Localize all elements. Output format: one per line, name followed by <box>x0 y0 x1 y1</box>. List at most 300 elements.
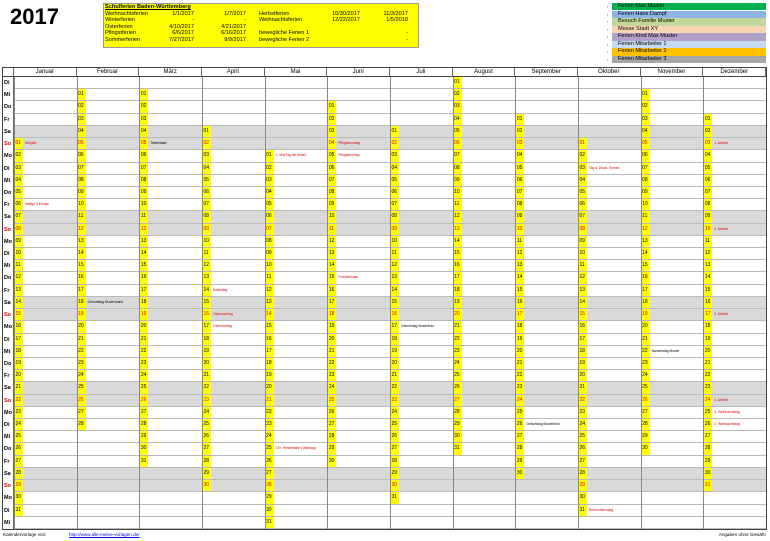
day-cell[interactable] <box>642 211 704 222</box>
day-cell[interactable] <box>579 346 641 357</box>
day-cell[interactable] <box>15 285 77 296</box>
day-cell[interactable] <box>704 431 766 442</box>
day-cell[interactable] <box>516 126 578 137</box>
day-cell[interactable] <box>266 248 328 259</box>
day-cell[interactable] <box>203 126 265 137</box>
day-cell[interactable] <box>266 272 328 283</box>
day-cell[interactable] <box>266 480 328 491</box>
day-cell[interactable] <box>328 211 390 222</box>
day-cell[interactable] <box>328 419 390 430</box>
day-cell[interactable] <box>78 175 140 186</box>
day-cell[interactable] <box>328 163 390 174</box>
day-cell[interactable] <box>328 431 390 442</box>
day-cell[interactable] <box>140 431 202 442</box>
day-cell[interactable] <box>140 395 202 406</box>
day-cell[interactable] <box>642 431 704 442</box>
day-cell[interactable] <box>328 175 390 186</box>
day-cell[interactable] <box>203 248 265 259</box>
day-cell[interactable] <box>454 346 516 357</box>
day-cell[interactable] <box>140 370 202 381</box>
day-cell[interactable] <box>328 114 390 125</box>
day-cell[interactable] <box>15 224 77 235</box>
day-cell[interactable] <box>15 297 77 308</box>
day-cell[interactable] <box>203 260 265 271</box>
day-cell[interactable] <box>704 224 766 235</box>
day-cell[interactable] <box>579 468 641 479</box>
day-cell[interactable] <box>516 456 578 467</box>
day-cell[interactable] <box>140 358 202 369</box>
day-cell[interactable] <box>328 101 390 112</box>
day-cell[interactable] <box>579 187 641 198</box>
day-cell[interactable] <box>391 138 453 149</box>
day-cell[interactable] <box>516 260 578 271</box>
day-cell[interactable] <box>15 260 77 271</box>
day-cell[interactable] <box>266 443 328 454</box>
day-cell[interactable] <box>579 419 641 430</box>
day-cell[interactable] <box>78 407 140 418</box>
day-cell[interactable] <box>579 309 641 320</box>
day-cell[interactable] <box>78 395 140 406</box>
day-cell[interactable] <box>266 163 328 174</box>
day-cell[interactable] <box>516 163 578 174</box>
day-cell[interactable] <box>454 211 516 222</box>
day-cell[interactable] <box>391 346 453 357</box>
day-cell[interactable] <box>454 89 516 100</box>
day-cell[interactable] <box>704 138 766 149</box>
day-cell[interactable] <box>642 309 704 320</box>
day-cell[interactable] <box>140 248 202 259</box>
day-cell[interactable] <box>78 285 140 296</box>
day-cell[interactable] <box>516 358 578 369</box>
day-cell[interactable] <box>454 297 516 308</box>
day-cell[interactable] <box>15 419 77 430</box>
day-cell[interactable] <box>704 407 766 418</box>
day-cell[interactable] <box>642 407 704 418</box>
day-cell[interactable] <box>203 272 265 283</box>
day-cell[interactable] <box>579 150 641 161</box>
day-cell[interactable] <box>203 297 265 308</box>
day-cell[interactable] <box>516 285 578 296</box>
day-cell[interactable] <box>704 248 766 259</box>
day-cell[interactable] <box>391 419 453 430</box>
day-cell[interactable] <box>454 101 516 112</box>
day-cell[interactable] <box>78 248 140 259</box>
day-cell[interactable] <box>15 163 77 174</box>
day-cell[interactable] <box>516 309 578 320</box>
day-cell[interactable] <box>78 114 140 125</box>
day-cell[interactable] <box>328 138 390 149</box>
day-cell[interactable] <box>203 163 265 174</box>
day-cell[interactable] <box>516 431 578 442</box>
day-cell[interactable] <box>15 468 77 479</box>
day-cell[interactable] <box>579 175 641 186</box>
day-cell[interactable] <box>704 346 766 357</box>
day-cell[interactable] <box>328 150 390 161</box>
day-cell[interactable] <box>642 126 704 137</box>
day-cell[interactable] <box>266 370 328 381</box>
day-cell[interactable] <box>203 309 265 320</box>
day-cell[interactable] <box>642 395 704 406</box>
day-cell[interactable] <box>391 407 453 418</box>
day-cell[interactable] <box>642 334 704 345</box>
day-cell[interactable] <box>15 175 77 186</box>
day-cell[interactable] <box>704 126 766 137</box>
day-cell[interactable] <box>203 224 265 235</box>
day-cell[interactable] <box>78 272 140 283</box>
day-cell[interactable] <box>328 297 390 308</box>
day-cell[interactable] <box>203 443 265 454</box>
day-cell[interactable] <box>579 260 641 271</box>
day-cell[interactable] <box>78 126 140 137</box>
day-cell[interactable] <box>391 334 453 345</box>
day-cell[interactable] <box>579 456 641 467</box>
day-cell[interactable] <box>78 334 140 345</box>
day-cell[interactable] <box>266 285 328 296</box>
day-cell[interactable] <box>328 456 390 467</box>
day-cell[interactable] <box>328 236 390 247</box>
day-cell[interactable] <box>15 407 77 418</box>
day-cell[interactable] <box>579 431 641 442</box>
day-cell[interactable] <box>203 395 265 406</box>
day-cell[interactable] <box>328 224 390 235</box>
day-cell[interactable] <box>78 224 140 235</box>
day-cell[interactable] <box>642 321 704 332</box>
day-cell[interactable] <box>391 358 453 369</box>
day-cell[interactable] <box>642 114 704 125</box>
day-cell[interactable] <box>454 77 516 88</box>
day-cell[interactable] <box>454 126 516 137</box>
day-cell[interactable] <box>140 236 202 247</box>
day-cell[interactable] <box>78 260 140 271</box>
day-cell[interactable] <box>140 199 202 210</box>
day-cell[interactable] <box>454 309 516 320</box>
day-cell[interactable] <box>642 150 704 161</box>
day-cell[interactable] <box>140 101 202 112</box>
day-cell[interactable] <box>203 431 265 442</box>
day-cell[interactable] <box>516 187 578 198</box>
day-cell[interactable] <box>516 224 578 235</box>
day-cell[interactable] <box>15 248 77 259</box>
day-cell[interactable] <box>328 309 390 320</box>
day-cell[interactable] <box>328 358 390 369</box>
day-cell[interactable] <box>266 199 328 210</box>
day-cell[interactable] <box>15 138 77 149</box>
day-cell[interactable] <box>78 346 140 357</box>
day-cell[interactable] <box>579 236 641 247</box>
day-cell[interactable] <box>266 395 328 406</box>
day-cell[interactable] <box>15 505 77 516</box>
day-cell[interactable] <box>642 370 704 381</box>
day-cell[interactable] <box>140 334 202 345</box>
day-cell[interactable] <box>642 224 704 235</box>
day-cell[interactable] <box>140 114 202 125</box>
day-cell[interactable] <box>579 395 641 406</box>
day-cell[interactable] <box>328 272 390 283</box>
day-cell[interactable] <box>516 321 578 332</box>
day-cell[interactable] <box>328 321 390 332</box>
day-cell[interactable] <box>579 272 641 283</box>
day-cell[interactable] <box>266 382 328 393</box>
day-cell[interactable] <box>454 224 516 235</box>
day-cell[interactable] <box>579 138 641 149</box>
day-cell[interactable] <box>642 89 704 100</box>
day-cell[interactable] <box>579 492 641 503</box>
day-cell[interactable] <box>203 285 265 296</box>
day-cell[interactable] <box>454 175 516 186</box>
day-cell[interactable] <box>704 272 766 283</box>
day-cell[interactable] <box>391 150 453 161</box>
day-cell[interactable] <box>78 163 140 174</box>
day-cell[interactable] <box>704 236 766 247</box>
day-cell[interactable] <box>140 443 202 454</box>
day-cell[interactable] <box>203 150 265 161</box>
day-cell[interactable] <box>266 456 328 467</box>
day-cell[interactable] <box>15 199 77 210</box>
day-cell[interactable] <box>266 346 328 357</box>
day-cell[interactable] <box>391 248 453 259</box>
day-cell[interactable] <box>704 211 766 222</box>
day-cell[interactable] <box>391 370 453 381</box>
day-cell[interactable] <box>328 260 390 271</box>
day-cell[interactable] <box>642 187 704 198</box>
day-cell[interactable] <box>266 175 328 186</box>
day-cell[interactable] <box>328 346 390 357</box>
day-cell[interactable] <box>391 456 453 467</box>
day-cell[interactable] <box>266 517 328 528</box>
day-cell[interactable] <box>516 236 578 247</box>
day-cell[interactable] <box>454 334 516 345</box>
day-cell[interactable] <box>642 358 704 369</box>
day-cell[interactable] <box>391 236 453 247</box>
day-cell[interactable] <box>266 358 328 369</box>
day-cell[interactable] <box>140 456 202 467</box>
day-cell[interactable] <box>579 370 641 381</box>
day-cell[interactable] <box>642 248 704 259</box>
day-cell[interactable] <box>328 443 390 454</box>
day-cell[interactable] <box>203 407 265 418</box>
day-cell[interactable] <box>266 419 328 430</box>
day-cell[interactable] <box>579 358 641 369</box>
day-cell[interactable] <box>203 358 265 369</box>
day-cell[interactable] <box>328 285 390 296</box>
day-cell[interactable] <box>704 468 766 479</box>
day-cell[interactable] <box>579 224 641 235</box>
day-cell[interactable] <box>642 101 704 112</box>
day-cell[interactable] <box>642 443 704 454</box>
day-cell[interactable] <box>454 114 516 125</box>
day-cell[interactable] <box>203 199 265 210</box>
day-cell[interactable] <box>704 370 766 381</box>
day-cell[interactable] <box>140 382 202 393</box>
day-cell[interactable] <box>15 382 77 393</box>
day-cell[interactable] <box>642 297 704 308</box>
day-cell[interactable] <box>140 89 202 100</box>
day-cell[interactable] <box>15 236 77 247</box>
day-cell[interactable] <box>328 370 390 381</box>
day-cell[interactable] <box>266 150 328 161</box>
day-cell[interactable] <box>78 150 140 161</box>
day-cell[interactable] <box>454 260 516 271</box>
day-cell[interactable] <box>328 407 390 418</box>
day-cell[interactable] <box>579 163 641 174</box>
day-cell[interactable] <box>516 407 578 418</box>
day-cell[interactable] <box>454 358 516 369</box>
day-cell[interactable] <box>266 468 328 479</box>
day-cell[interactable] <box>266 407 328 418</box>
day-cell[interactable] <box>704 114 766 125</box>
day-cell[interactable] <box>15 395 77 406</box>
day-cell[interactable] <box>266 224 328 235</box>
day-cell[interactable] <box>140 285 202 296</box>
day-cell[interactable] <box>266 309 328 320</box>
day-cell[interactable] <box>454 419 516 430</box>
day-cell[interactable] <box>579 321 641 332</box>
day-cell[interactable] <box>391 395 453 406</box>
day-cell[interactable] <box>203 334 265 345</box>
day-cell[interactable] <box>454 443 516 454</box>
day-cell[interactable] <box>328 382 390 393</box>
day-cell[interactable] <box>391 382 453 393</box>
day-cell[interactable] <box>704 334 766 345</box>
day-cell[interactable] <box>78 297 140 308</box>
day-cell[interactable] <box>203 456 265 467</box>
day-cell[interactable] <box>704 260 766 271</box>
day-cell[interactable] <box>516 419 578 430</box>
day-cell[interactable] <box>140 260 202 271</box>
day-cell[interactable] <box>328 334 390 345</box>
day-cell[interactable] <box>391 492 453 503</box>
day-cell[interactable] <box>704 382 766 393</box>
day-cell[interactable] <box>642 199 704 210</box>
day-cell[interactable] <box>642 260 704 271</box>
day-cell[interactable] <box>78 211 140 222</box>
day-cell[interactable] <box>454 407 516 418</box>
day-cell[interactable] <box>78 370 140 381</box>
day-cell[interactable] <box>516 334 578 345</box>
day-cell[interactable] <box>642 272 704 283</box>
day-cell[interactable] <box>579 211 641 222</box>
day-cell[interactable] <box>391 297 453 308</box>
day-cell[interactable] <box>579 297 641 308</box>
day-cell[interactable] <box>642 346 704 357</box>
day-cell[interactable] <box>78 358 140 369</box>
day-cell[interactable] <box>140 150 202 161</box>
day-cell[interactable] <box>140 126 202 137</box>
day-cell[interactable] <box>391 211 453 222</box>
day-cell[interactable] <box>579 505 641 516</box>
day-cell[interactable] <box>203 468 265 479</box>
day-cell[interactable] <box>140 419 202 430</box>
day-cell[interactable] <box>642 175 704 186</box>
day-cell[interactable] <box>516 199 578 210</box>
day-cell[interactable] <box>203 382 265 393</box>
day-cell[interactable] <box>454 163 516 174</box>
day-cell[interactable] <box>516 248 578 259</box>
day-cell[interactable] <box>15 272 77 283</box>
day-cell[interactable] <box>454 248 516 259</box>
day-cell[interactable] <box>391 272 453 283</box>
day-cell[interactable] <box>516 297 578 308</box>
day-cell[interactable] <box>15 187 77 198</box>
day-cell[interactable] <box>15 492 77 503</box>
day-cell[interactable] <box>266 297 328 308</box>
day-cell[interactable] <box>140 211 202 222</box>
day-cell[interactable] <box>140 321 202 332</box>
day-cell[interactable] <box>266 187 328 198</box>
day-cell[interactable] <box>266 431 328 442</box>
day-cell[interactable] <box>15 309 77 320</box>
day-cell[interactable] <box>203 321 265 332</box>
day-cell[interactable] <box>704 199 766 210</box>
day-cell[interactable] <box>15 334 77 345</box>
day-cell[interactable] <box>15 358 77 369</box>
day-cell[interactable] <box>454 382 516 393</box>
day-cell[interactable] <box>266 236 328 247</box>
day-cell[interactable] <box>15 346 77 357</box>
day-cell[interactable] <box>516 395 578 406</box>
day-cell[interactable] <box>454 272 516 283</box>
day-cell[interactable] <box>78 309 140 320</box>
day-cell[interactable] <box>704 456 766 467</box>
day-cell[interactable] <box>454 431 516 442</box>
day-cell[interactable] <box>391 285 453 296</box>
day-cell[interactable] <box>391 260 453 271</box>
day-cell[interactable] <box>704 150 766 161</box>
day-cell[interactable] <box>203 480 265 491</box>
day-cell[interactable] <box>391 224 453 235</box>
day-cell[interactable] <box>266 334 328 345</box>
day-cell[interactable] <box>15 211 77 222</box>
day-cell[interactable] <box>140 309 202 320</box>
day-cell[interactable] <box>516 114 578 125</box>
day-cell[interactable] <box>579 248 641 259</box>
footer-link[interactable]: http://www.alle-meine-vorlagen.de/ <box>69 532 140 537</box>
day-cell[interactable] <box>454 150 516 161</box>
day-cell[interactable] <box>140 346 202 357</box>
day-cell[interactable] <box>203 138 265 149</box>
day-cell[interactable] <box>203 187 265 198</box>
day-cell[interactable] <box>140 407 202 418</box>
day-cell[interactable] <box>15 480 77 491</box>
day-cell[interactable] <box>140 224 202 235</box>
day-cell[interactable] <box>704 480 766 491</box>
day-cell[interactable] <box>642 419 704 430</box>
day-cell[interactable] <box>391 309 453 320</box>
day-cell[interactable] <box>203 175 265 186</box>
day-cell[interactable] <box>454 236 516 247</box>
day-cell[interactable] <box>203 211 265 222</box>
day-cell[interactable] <box>391 431 453 442</box>
day-cell[interactable] <box>140 187 202 198</box>
day-cell[interactable] <box>391 443 453 454</box>
day-cell[interactable] <box>203 419 265 430</box>
day-cell[interactable] <box>328 187 390 198</box>
day-cell[interactable] <box>140 138 202 149</box>
day-cell[interactable] <box>642 236 704 247</box>
day-cell[interactable] <box>516 272 578 283</box>
day-cell[interactable] <box>704 163 766 174</box>
day-cell[interactable] <box>704 285 766 296</box>
day-cell[interactable] <box>78 382 140 393</box>
day-cell[interactable] <box>454 187 516 198</box>
day-cell[interactable] <box>704 419 766 430</box>
day-cell[interactable] <box>704 297 766 308</box>
day-cell[interactable] <box>454 321 516 332</box>
day-cell[interactable] <box>391 175 453 186</box>
day-cell[interactable] <box>454 395 516 406</box>
day-cell[interactable] <box>516 150 578 161</box>
day-cell[interactable] <box>391 480 453 491</box>
